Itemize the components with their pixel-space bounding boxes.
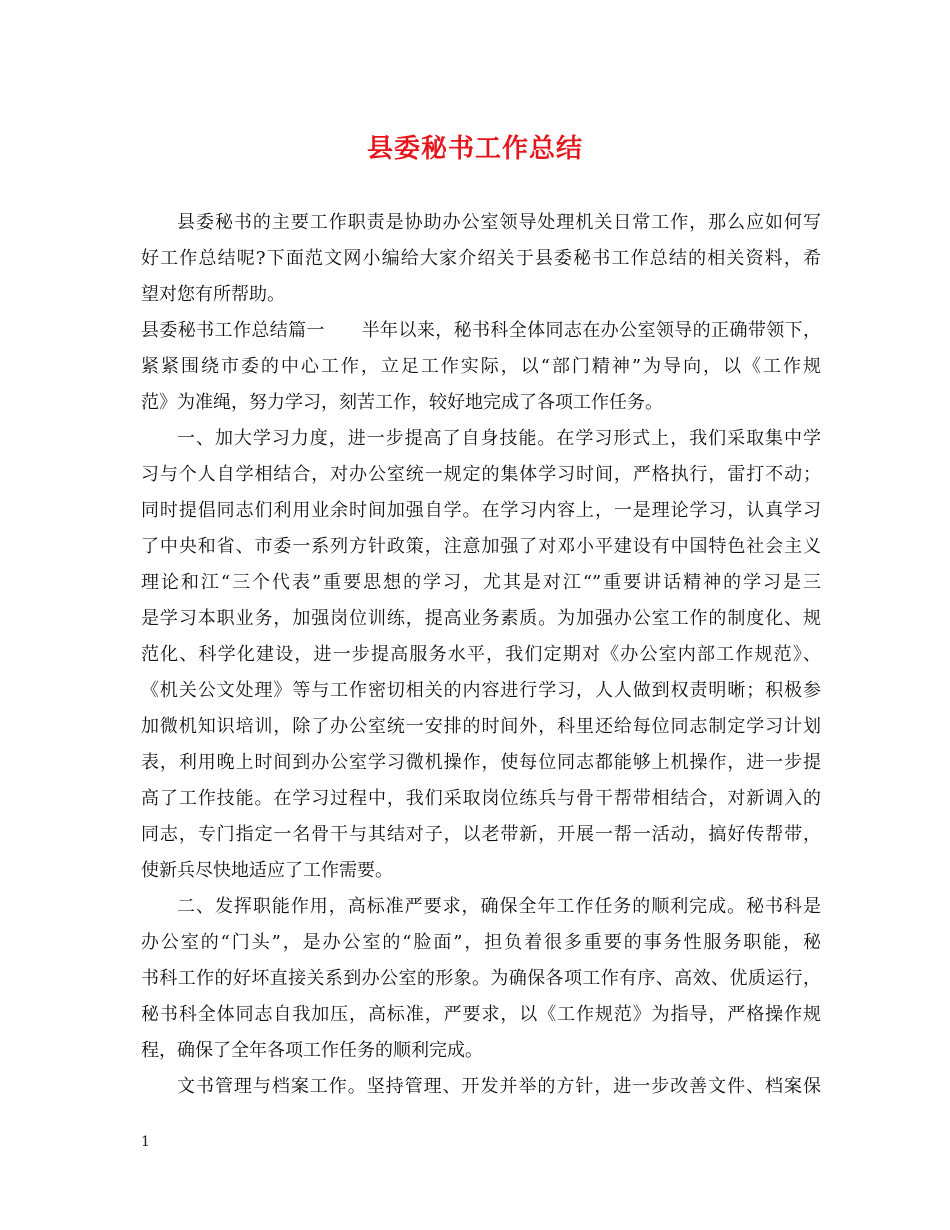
text-line: 《机关公文处理》等与工作密切相关的内容进行学习，人人做到权责明晰；积极参	[141, 680, 821, 701]
text-line: 县委秘书工作总结篇一 半年以来，秘书科全体同志在办公室领导的正确带领下，	[141, 320, 821, 341]
text-line: 一、加大学习力度，进一步提高了自身技能。在学习形式上，我们采取集中学	[177, 428, 821, 449]
text-line: 使新兵尽快地适应了工作需要。	[141, 860, 393, 881]
page-number: 1	[141, 1134, 150, 1150]
text-line: 望对您有所帮助。	[141, 284, 285, 305]
text-line: 办公室的“门头”，是办公室的“脸面”，担负着很多重要的事务性服务职能，秘	[141, 932, 821, 953]
text-line: 范》为准绳，努力学习，刻苦工作，较好地完成了各项工作任务。	[141, 392, 663, 413]
text-line: 加微机知识培训，除了办公室统一安排的时间外，科里还给每位同志制定学习计划	[141, 716, 821, 737]
text-line: 习与个人自学相结合，对办公室统一规定的集体学习时间，严格执行，雷打不动；	[141, 464, 821, 485]
text-line: 高了工作技能。在学习过程中，我们采取岗位练兵与骨干帮带相结合，对新调入的	[141, 788, 821, 809]
text-line: 二、发挥职能作用，高标准严要求，确保全年工作任务的顺利完成。秘书科是	[177, 896, 821, 917]
text-line: 表，利用晚上时间到办公室学习微机操作，使每位同志都能够上机操作，进一步提	[141, 752, 821, 773]
text-line: 同时提倡同志们利用业余时间加强自学。在学习内容上，一是理论学习，认真学习	[141, 500, 821, 521]
text-line: 同志，专门指定一名骨干与其结对子，以老带新，开展一帮一活动，搞好传帮带，	[141, 824, 821, 845]
document-body	[141, 205, 821, 1105]
text-line: 是学习本职业务，加强岗位训练，提高业务素质。为加强办公室工作的制度化、规	[141, 608, 821, 629]
text-line: 书科工作的好坏直接关系到办公室的形象。为确保各项工作有序、高效、优质运行，	[141, 968, 821, 989]
text-line: 文书管理与档案工作。坚持管理、开发并举的方针，进一步改善文件、档案保	[177, 1076, 821, 1097]
text-line: 秘书科全体同志自我加压，高标准，严要求，以《工作规范》为指导，严格操作规	[141, 1004, 821, 1025]
text-line: 紧紧围绕市委的中心工作，立足工作实际，以“部门精神”为导向，以《工作规	[141, 356, 821, 377]
text-line: 范化、科学化建设，进一步提高服务水平，我们定期对《办公室内部工作规范》、	[141, 644, 821, 665]
text-line: 了中央和省、市委一系列方针政策，注意加强了对邓小平建设有中国特色社会主义	[141, 536, 821, 557]
document-title: 县委秘书工作总结	[366, 134, 583, 164]
text-line: 好工作总结呢?下面范文网小编给大家介绍关于县委秘书工作总结的相关资料，希	[141, 248, 821, 269]
text-line: 理论和江“三个代表”重要思想的学习，尤其是对江“”重要讲话精神的学习是三	[141, 572, 821, 593]
text-line: 县委秘书的主要工作职责是协助办公室领导处理机关日常工作，那么应如何写	[177, 212, 821, 233]
text-line: 程，确保了全年各项工作任务的顺利完成。	[141, 1040, 483, 1061]
